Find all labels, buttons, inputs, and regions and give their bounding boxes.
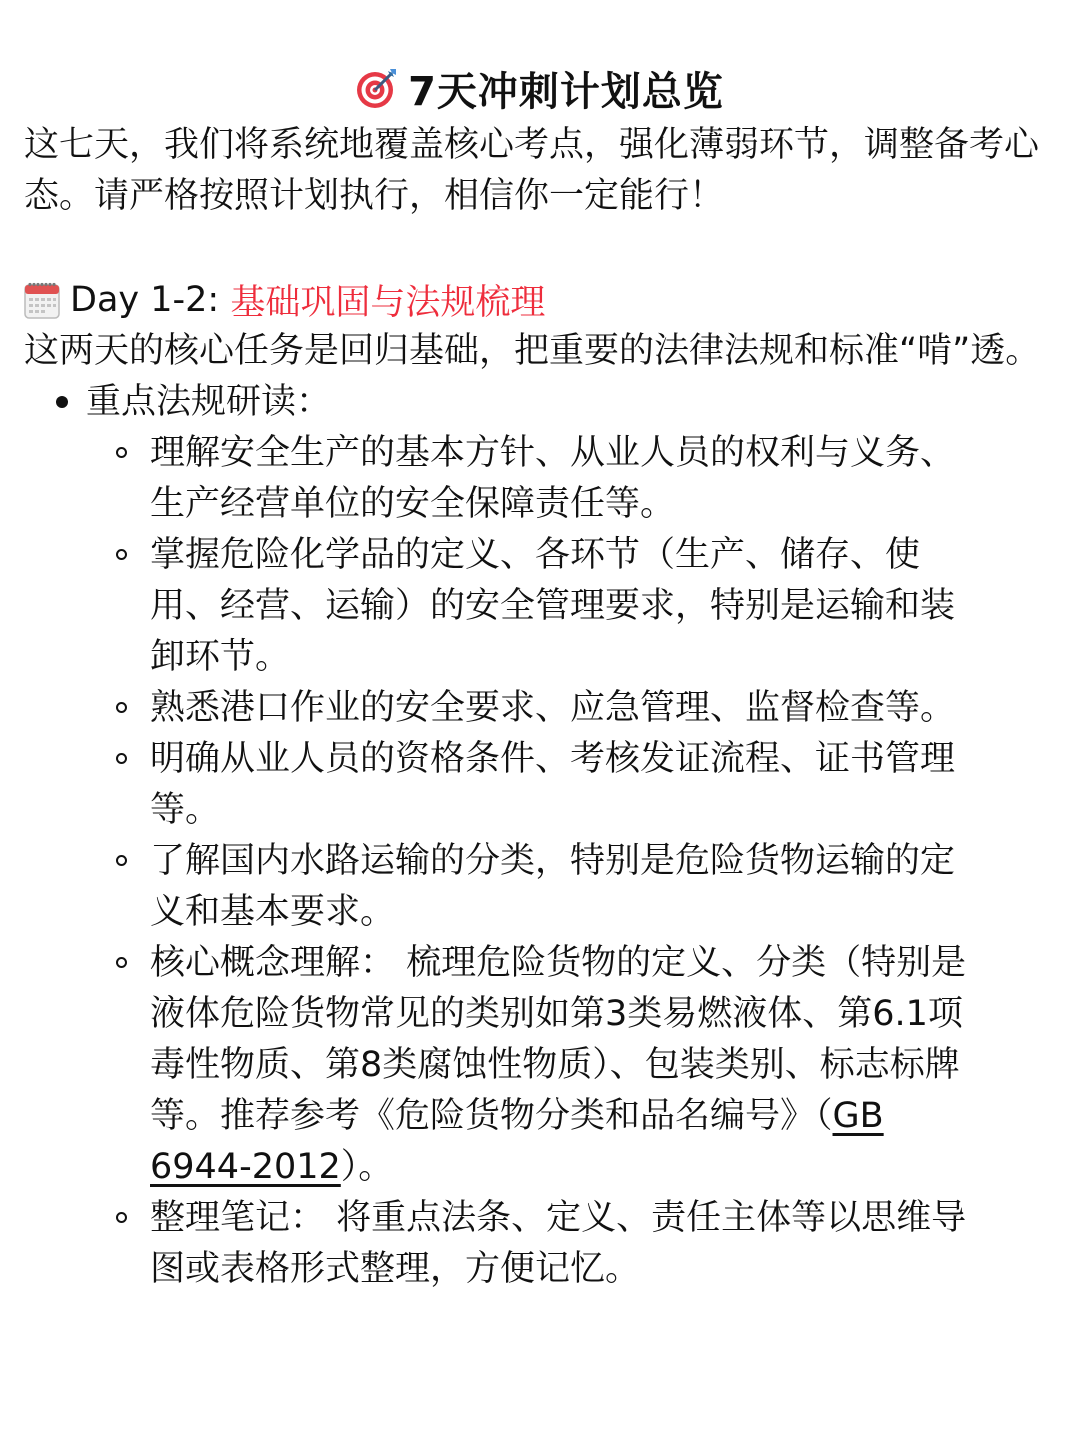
list-item-text: 熟悉港口作业的安全要求、应急管理、监督检查等。 — [150, 688, 956, 728]
bullet-circle-icon — [116, 447, 127, 458]
day-heading — [24, 274, 1054, 326]
bullet-circle-icon — [116, 753, 127, 764]
list-item — [86, 734, 982, 836]
list-item-text: 核心概念理解： 梳理危险货物的定义、分类（特别是液体危险货物常见的类别如第3类易燃液体、第6.1项毒性物质、第8类腐蚀性物质）、包装类别、标志标牌等。推荐参考《危险货物分类和品名编号》（ — [150, 943, 967, 1136]
list-item-text: 掌握危险化学品的定义、各环节（生产、储存、使用、经营、运输）的安全管理要求，特别是运输和装卸环节。 — [150, 535, 956, 677]
page-title: 7天冲刺计划总览 — [408, 68, 724, 115]
list-item — [86, 530, 982, 683]
list-item — [24, 377, 1054, 1295]
intro-paragraph: 这七天，我们将系统地覆盖核心考点，强化薄弱环节，调整备考心态。请严格按照计划执行，相信你一定能行！ — [24, 125, 1040, 216]
list-item-text: 整理笔记： 将重点法条、定义、责任主体等以思维导图或表格形式整理，方便记忆。 — [150, 1198, 967, 1289]
list-item — [86, 1193, 982, 1295]
bullet-circle-icon — [116, 957, 127, 968]
bullet-circle-icon — [116, 1212, 127, 1223]
list-item — [86, 683, 982, 734]
calendar-icon — [24, 281, 60, 319]
list-item-text: 了解国内水路运输的分类，特别是危险货物运输的定义和基本要求。 — [150, 841, 956, 932]
day-label: Day 1-2: — [70, 280, 231, 320]
day-title: 基础巩固与法规梳理 — [230, 283, 546, 323]
list-item-text: 理解安全生产的基本方针、从业人员的权利与义务、生产经营单位的安全保障责任等。 — [150, 433, 956, 524]
title-row — [24, 56, 1054, 120]
standard-link[interactable]: GB 6944-2012 — [150, 1096, 884, 1187]
list-item — [86, 938, 982, 1193]
bullet-circle-icon — [116, 702, 127, 713]
day-description: 这两天的核心任务是回归基础，把重要的法律法规和标准“啃”透。 — [24, 331, 1041, 371]
sub-list — [86, 428, 1054, 1295]
list-item — [86, 428, 982, 530]
bullet-circle-icon — [116, 549, 127, 560]
section-list — [24, 377, 1054, 1295]
bullet-dot-icon — [56, 396, 68, 408]
list-item — [86, 836, 982, 938]
target-icon — [354, 65, 400, 111]
list-item-text: 明确从业人员的资格条件、考核发证流程、证书管理等。 — [150, 739, 956, 830]
list-item-tail: ）。 — [340, 1147, 394, 1187]
document-page — [24, 56, 1054, 1295]
bullet-circle-icon — [116, 855, 127, 866]
section-heading: 重点法规研读： — [86, 382, 332, 422]
